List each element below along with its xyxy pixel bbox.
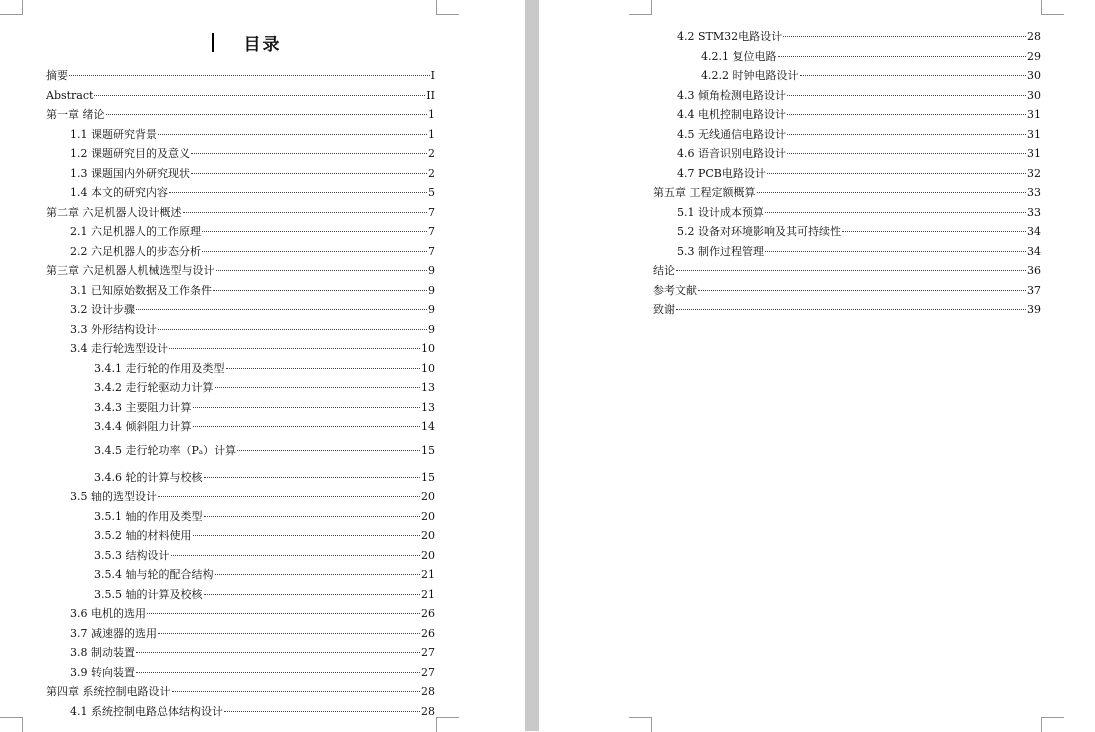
- toc-entry[interactable]: [653, 303, 1041, 317]
- toc-entry-label: 3.4.1 走行轮的作用及类型: [94, 362, 225, 375]
- toc-entry-label: 2.2 六足机器人的步态分析: [70, 245, 201, 258]
- toc-leader-dots: [800, 75, 1027, 76]
- toc-entry[interactable]: [677, 30, 1041, 44]
- toc-entry-label: 第三章 六足机器人机械选型与设计: [46, 264, 215, 277]
- toc-leader-dots: [191, 173, 427, 174]
- toc-leader-dots: [237, 450, 420, 451]
- toc-entry[interactable]: [94, 529, 435, 543]
- toc-entry-label: 3.5.4 轴与轮的配合结构: [94, 568, 214, 581]
- toc-entry-label: 3.4 走行轮选型设计: [70, 342, 168, 355]
- toc-entry-label: 1.2 课题研究目的及意义: [70, 147, 190, 160]
- toc-leader-dots: [158, 134, 427, 135]
- toc-entry-label: 第五章 工程定额概算: [653, 186, 756, 199]
- toc-entry-label: 3.4.4 倾斜阻力计算: [94, 420, 192, 433]
- toc-entry-label: 4.2.2 时钟电路设计: [701, 69, 799, 82]
- toc-entry-label: 摘要: [46, 69, 68, 82]
- toc-leader-dots: [191, 153, 427, 154]
- toc-leader-dots: [204, 477, 421, 478]
- toc-leader-dots: [765, 251, 1026, 252]
- toc-leader-dots: [106, 114, 428, 115]
- toc-entry-label: 5.1 设计成本预算: [677, 206, 764, 219]
- toc-page-number: 26: [421, 607, 435, 620]
- page-margin-mark: [0, 0, 23, 15]
- page-margin-mark: [629, 717, 652, 732]
- toc-entry-label: 3.4.6 轮的计算与校核: [94, 471, 203, 484]
- toc-page-number: 31: [1027, 108, 1041, 121]
- toc-leader-dots: [193, 426, 421, 427]
- toc-leader-dots: [172, 691, 421, 692]
- toc-leader-dots: [136, 309, 427, 310]
- toc-entry-label: 参考文献: [653, 284, 697, 297]
- toc-leader-dots: [158, 633, 420, 634]
- toc-entry[interactable]: [70, 167, 435, 181]
- toc-leader-dots: [676, 270, 1026, 271]
- toc-leader-dots: [787, 114, 1026, 115]
- toc-entry-label: 4.7 PCB电路设计: [677, 167, 766, 180]
- toc-leader-dots: [216, 270, 428, 271]
- toc-entry-label: 3.6 电机的选用: [70, 607, 146, 620]
- toc-leader-dots: [169, 192, 427, 193]
- toc-leader-dots: [171, 555, 421, 556]
- toc-page-number: 33: [1027, 206, 1041, 219]
- toc-entry-label: 第四章 系统控制电路设计: [46, 685, 171, 698]
- toc-entry-label: Abstract: [46, 89, 94, 102]
- toc-leader-dots: [193, 407, 421, 408]
- toc-entry[interactable]: [677, 108, 1041, 122]
- toc-page-number: 37: [1027, 284, 1041, 297]
- toc-entry[interactable]: [70, 128, 435, 142]
- toc-page-number: 10: [421, 362, 435, 375]
- toc-leader-dots: [158, 329, 427, 330]
- toc-entry-label: 4.6 语音识别电路设计: [677, 147, 786, 160]
- toc-entry-label: 结论: [653, 264, 675, 277]
- toc-page-number: 9: [428, 264, 435, 277]
- toc-entry-label: 1.1 课题研究背景: [70, 128, 157, 141]
- toc-entry[interactable]: [94, 381, 435, 395]
- toc-page-number: 13: [421, 381, 435, 394]
- toc-entry[interactable]: [70, 225, 435, 239]
- page-gutter: [525, 0, 539, 731]
- toc-page-number: 1: [428, 128, 435, 141]
- toc-entry-label: 3.5.5 轴的计算及校核: [94, 588, 203, 601]
- toc-entry-label: 3.4.5 走行轮功率（Pₐ）计算: [94, 444, 237, 457]
- toc-leader-dots: [215, 574, 421, 575]
- toc-entry[interactable]: [677, 89, 1041, 103]
- toc-entry-label: 3.4.3 主要阻力计算: [94, 401, 192, 414]
- toc-leader-dots: [757, 192, 1027, 193]
- toc-entry[interactable]: [94, 401, 435, 415]
- document-page-left: [0, 0, 525, 731]
- toc-entry[interactable]: [70, 705, 435, 719]
- toc-leader-dots: [193, 535, 421, 536]
- toc-page-number: 21: [421, 568, 435, 581]
- toc-entry[interactable]: [94, 362, 435, 376]
- toc-page-number: 10: [421, 342, 435, 355]
- toc-page-number: 39: [1027, 303, 1041, 316]
- toc-leader-dots: [202, 231, 427, 232]
- toc-leader-dots: [213, 290, 427, 291]
- toc-entry-label: 3.4.2 走行轮驱动力计算: [94, 381, 214, 394]
- toc-entry-label: 5.3 制作过程管理: [677, 245, 764, 258]
- toc-page-number: 21: [421, 588, 435, 601]
- toc-page-number: 30: [1027, 89, 1041, 102]
- toc-entry[interactable]: [701, 50, 1041, 64]
- toc-page-number: 7: [428, 206, 435, 219]
- toc-entry[interactable]: [70, 607, 435, 621]
- toc-entry-label: 3.5.1 轴的作用及类型: [94, 510, 203, 523]
- toc-entry-label: 3.5.3 结构设计: [94, 549, 170, 562]
- toc-entry[interactable]: [94, 444, 435, 458]
- toc-page-number: 28: [421, 685, 435, 698]
- toc-leader-dots: [147, 613, 420, 614]
- toc-leader-dots: [226, 368, 421, 369]
- toc-entry-label: 4.3 倾角检测电路设计: [677, 89, 786, 102]
- toc-entry[interactable]: [677, 128, 1041, 142]
- toc-entry[interactable]: [46, 206, 435, 220]
- toc-entry-label: 4.1 系统控制电路总体结构设计: [70, 705, 223, 718]
- toc-entry[interactable]: [653, 284, 1041, 298]
- toc-page-number: 7: [428, 225, 435, 238]
- toc-leader-dots: [778, 56, 1027, 57]
- toc-leader-dots: [698, 290, 1026, 291]
- toc-entry[interactable]: [94, 510, 435, 524]
- toc-entry-label: 3.1 已知原始数据及工作条件: [70, 284, 212, 297]
- page-margin-mark: [0, 717, 23, 732]
- toc-entry[interactable]: [701, 69, 1041, 83]
- toc-page-number: 5: [428, 186, 435, 199]
- toc-page-number: 27: [421, 646, 435, 659]
- toc-entry-label: 3.8 制动装置: [70, 646, 135, 659]
- toc-entry[interactable]: [46, 264, 435, 278]
- toc-leader-dots: [136, 672, 420, 673]
- toc-entry[interactable]: [653, 264, 1041, 278]
- toc-page-number: 2: [428, 167, 435, 180]
- toc-leader-dots: [204, 594, 421, 595]
- toc-page-number: 32: [1027, 167, 1041, 180]
- page-margin-mark: [436, 0, 459, 15]
- toc-leader-dots: [787, 95, 1026, 96]
- toc-entry-label: 4.5 无线通信电路设计: [677, 128, 786, 141]
- toc-entry[interactable]: [46, 685, 435, 699]
- page-margin-mark: [436, 717, 459, 732]
- toc-entry-label: 第二章 六足机器人设计概述: [46, 206, 182, 219]
- toc-leader-dots: [215, 387, 421, 388]
- toc-leader-dots: [204, 516, 421, 517]
- toc-entry[interactable]: [70, 284, 435, 298]
- toc-entry[interactable]: [653, 186, 1041, 200]
- toc-entry[interactable]: [70, 342, 435, 356]
- toc-page-number: 20: [421, 549, 435, 562]
- toc-page-number: 30: [1027, 69, 1041, 82]
- toc-entry-label: 2.1 六足机器人的工作原理: [70, 225, 201, 238]
- toc-page-number: I: [430, 69, 435, 82]
- toc-entry-label: 5.2 设备对环境影响及其可持续性: [677, 225, 841, 238]
- toc-entry[interactable]: [46, 108, 435, 122]
- toc-page-number: 15: [421, 471, 435, 484]
- toc-entry[interactable]: [94, 471, 435, 485]
- toc-page-number: 20: [421, 529, 435, 542]
- toc-page-number: 20: [421, 510, 435, 523]
- toc-leader-dots: [676, 309, 1026, 310]
- toc-page-number: 27: [421, 666, 435, 679]
- toc-entry[interactable]: [70, 323, 435, 337]
- toc-entry-label: 4.2 STM32电路设计: [677, 30, 783, 43]
- toc-leader-dots: [169, 348, 420, 349]
- toc-page-number: 34: [1027, 245, 1041, 258]
- toc-title: 目录: [243, 35, 282, 55]
- toc-entry[interactable]: [94, 588, 435, 602]
- toc-entry-label: 3.5 轴的选型设计: [70, 490, 157, 503]
- toc-page-number: 9: [428, 284, 435, 297]
- toc-page-number: 15: [421, 444, 435, 457]
- toc-entry-label: 3.7 减速器的选用: [70, 627, 157, 640]
- toc-entry[interactable]: [677, 147, 1041, 161]
- toc-entry-label: 3.9 转向装置: [70, 666, 135, 679]
- toc-page-number: 28: [1027, 30, 1041, 43]
- toc-entry[interactable]: [677, 206, 1041, 220]
- toc-entry[interactable]: [70, 303, 435, 317]
- toc-page-number: 28: [421, 705, 435, 718]
- toc-entry-label: 4.4 电机控制电路设计: [677, 108, 786, 121]
- toc-entry-label: 第一章 绪论: [46, 108, 105, 121]
- toc-leader-dots: [183, 212, 428, 213]
- toc-entry-label: 3.3 外形结构设计: [70, 323, 157, 336]
- toc-leader-dots: [787, 134, 1026, 135]
- toc-entry-label: 3.2 设计步骤: [70, 303, 135, 316]
- toc-entry[interactable]: [46, 69, 435, 83]
- toc-entry[interactable]: [677, 245, 1041, 259]
- toc-leader-dots: [94, 95, 425, 96]
- page-margin-mark: [629, 0, 652, 15]
- toc-entry[interactable]: [70, 666, 435, 680]
- toc-leader-dots: [158, 496, 420, 497]
- toc-entry-label: 3.5.2 轴的材料使用: [94, 529, 192, 542]
- toc-entry[interactable]: [70, 646, 435, 660]
- toc-page-number: 33: [1027, 186, 1041, 199]
- toc-entry[interactable]: [70, 627, 435, 641]
- toc-page-number: 7: [428, 245, 435, 258]
- toc-entry[interactable]: [70, 490, 435, 504]
- toc-entry[interactable]: [94, 549, 435, 563]
- toc-leader-dots: [783, 36, 1026, 37]
- toc-leader-dots: [787, 153, 1026, 154]
- toc-page-number: II: [426, 89, 435, 102]
- toc-entry[interactable]: [94, 568, 435, 582]
- toc-leader-dots: [767, 173, 1026, 174]
- toc-page-number: 36: [1027, 264, 1041, 277]
- toc-page-number: 26: [421, 627, 435, 640]
- toc-leader-dots: [224, 711, 420, 712]
- toc-entry[interactable]: [677, 167, 1041, 181]
- toc-page-number: 9: [428, 323, 435, 336]
- toc-page-number: 14: [421, 420, 435, 433]
- toc-leader-dots: [69, 75, 430, 76]
- toc-leader-dots: [765, 212, 1026, 213]
- toc-page-number: 1: [428, 108, 435, 121]
- page-margin-mark: [1041, 717, 1064, 732]
- toc-entry[interactable]: [70, 147, 435, 161]
- toc-entry[interactable]: [94, 420, 435, 434]
- toc-entry-label: 4.2.1 复位电路: [701, 50, 777, 63]
- toc-entry-label: 1.4 本文的研究内容: [70, 186, 168, 199]
- toc-entry[interactable]: [70, 245, 435, 259]
- text-cursor: [212, 33, 214, 52]
- toc-leader-dots: [136, 652, 420, 653]
- toc-page-number: 29: [1027, 50, 1041, 63]
- toc-page-number: 31: [1027, 147, 1041, 160]
- toc-entry[interactable]: [677, 225, 1041, 239]
- toc-page-number: 34: [1027, 225, 1041, 238]
- toc-leader-dots: [842, 231, 1026, 232]
- toc-entry[interactable]: [46, 89, 435, 103]
- toc-entry-label: 致谢: [653, 303, 675, 316]
- toc-page-number: 2: [428, 147, 435, 160]
- page-margin-mark: [1041, 0, 1064, 15]
- document-page-right: [539, 0, 1095, 731]
- toc-page-number: 9: [428, 303, 435, 316]
- toc-page-number: 13: [421, 401, 435, 414]
- toc-entry[interactable]: [70, 186, 435, 200]
- toc-page-number: 20: [421, 490, 435, 503]
- toc-leader-dots: [202, 251, 427, 252]
- toc-entry-label: 1.3 课题国内外研究现状: [70, 167, 190, 180]
- toc-page-number: 31: [1027, 128, 1041, 141]
